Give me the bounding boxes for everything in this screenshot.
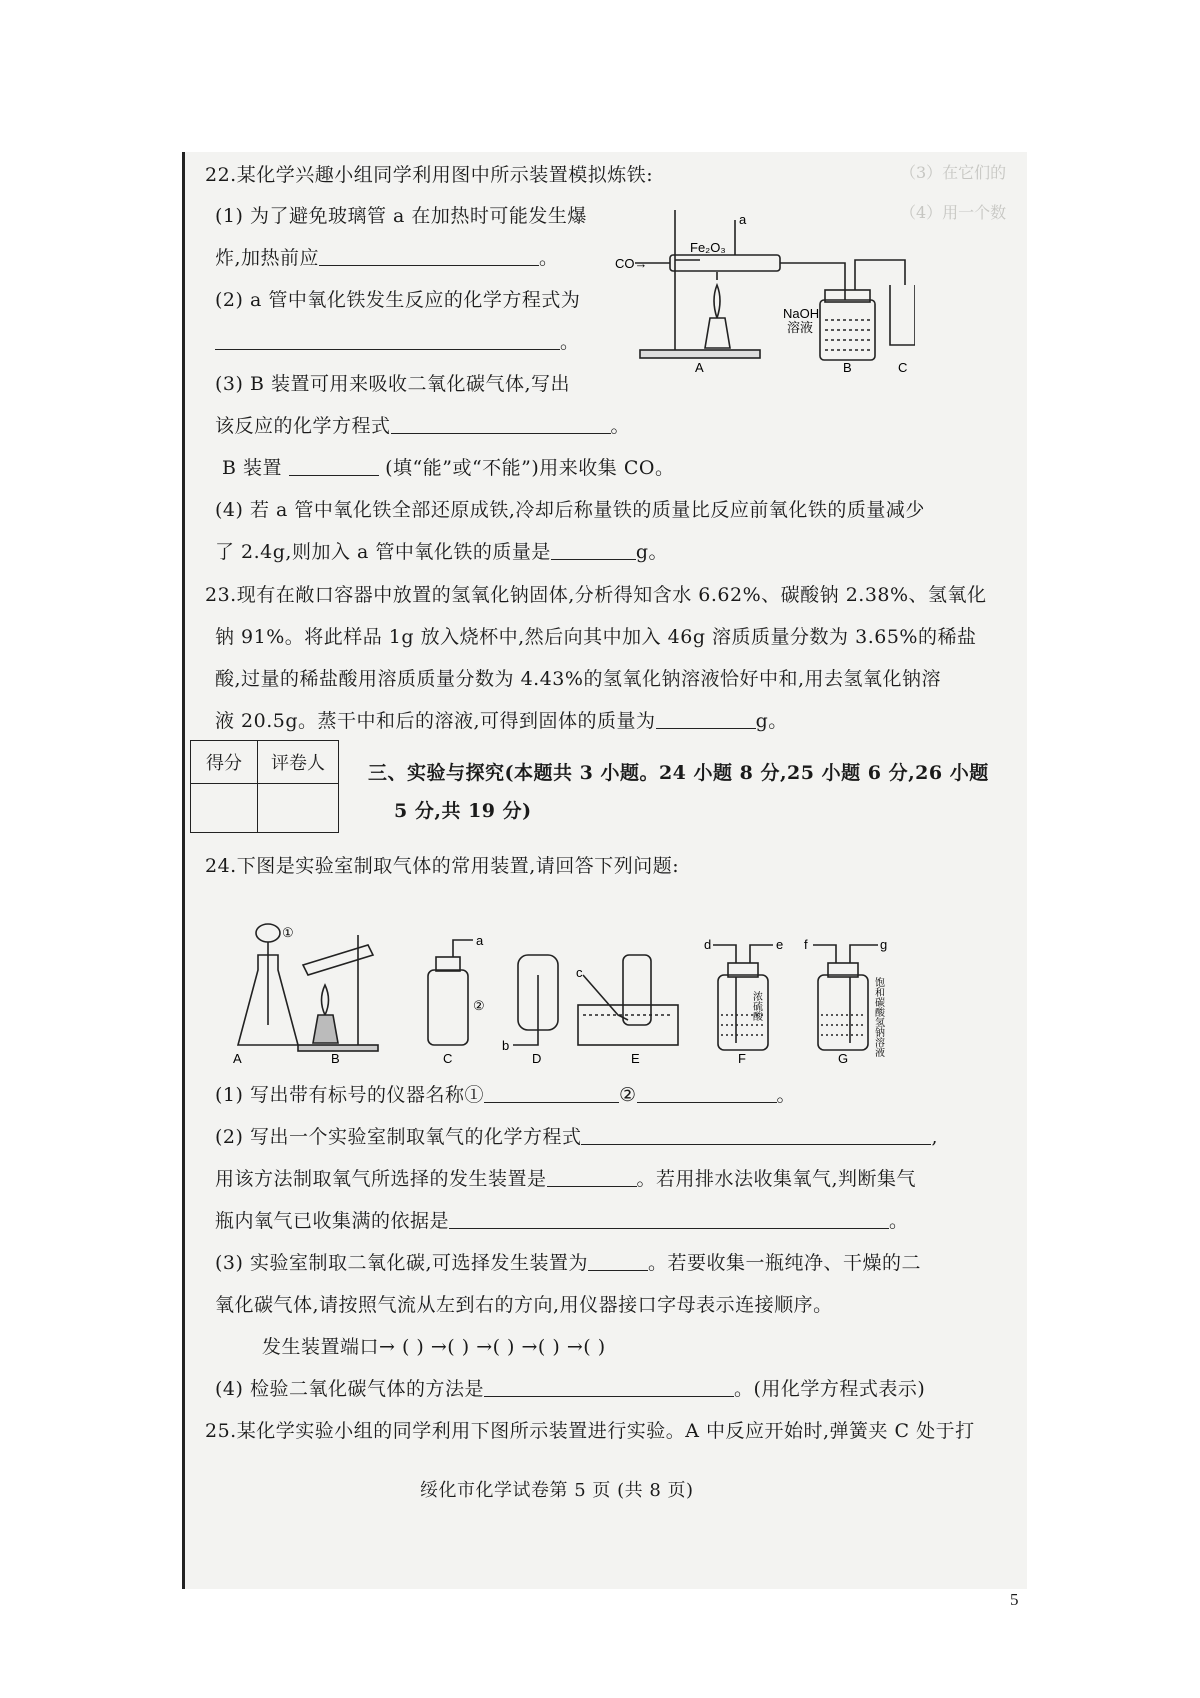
q22-part4-line2: 了 2.4g,则加入 a 管中氧化铁的质量是 g。 — [215, 541, 669, 563]
marker-2: ② — [473, 998, 485, 1013]
fig-label-d: D — [532, 1051, 542, 1065]
q24-part2-line3: 瓶内氧气已收集满的依据是 。 — [215, 1210, 909, 1232]
q22-apparatus-figure — [615, 200, 915, 375]
q24-part2-line2: 用该方法制取氧气所选择的发生装置是 。若用排水法收集氧气,判断集气 — [215, 1168, 917, 1190]
q24-part1: (1) 写出带有标号的仪器名称① ② 。 — [215, 1084, 797, 1106]
score-cell[interactable] — [191, 784, 258, 833]
apparatus-c-label: C — [898, 360, 908, 375]
answer-blank[interactable] — [551, 541, 636, 560]
q23-line4: 液 20.5g。蒸干中和后的溶液,可得到固体的质量为 g。 — [215, 710, 788, 732]
answer-blank[interactable] — [215, 331, 560, 350]
port-d-label: d — [704, 937, 712, 952]
co-inlet-label: CO→ — [615, 256, 648, 271]
port-g-label: g — [880, 937, 888, 952]
q24-part2-line1: (2) 写出一个实验室制取氧气的化学方程式 , — [215, 1126, 939, 1148]
q24-part4: (4) 检验二氧化碳气体的方法是 。(用化学方程式表示) — [215, 1378, 926, 1400]
fe2o3-label: Fe₂O₃ — [690, 240, 726, 255]
answer-blank[interactable] — [319, 247, 539, 266]
page-number: 5 — [1010, 1590, 1019, 1609]
q23-line1: 23.现有在敞口容器中放置的氢氧化钠固体,分析得知含水 6.62%、碳酸钠 2.38%、氢氧化 — [205, 584, 987, 606]
q22-part3-line1: (3) B 装置可用来吸收二氧化碳气体,写出 — [215, 373, 570, 395]
f-liquid-label: 浓硫酸 — [750, 991, 762, 1021]
q24-part3-line1: (3) 实验室制取二氧化碳,可选择发生装置为 。若要收集一瓶纯净、干燥的二 — [215, 1252, 922, 1274]
fig-label-e: E — [631, 1051, 640, 1065]
grader-header: 评卷人 — [258, 741, 339, 784]
q22-part1-line2: 炸,加热前应 。 — [215, 247, 559, 269]
q24-apparatus-figure — [218, 915, 948, 1065]
bleed-through-text: （3）在它们的 — [900, 163, 1007, 182]
port-f-label: f — [804, 937, 808, 952]
answer-blank[interactable] — [449, 1210, 889, 1229]
answer-blank[interactable] — [581, 1126, 931, 1145]
q22-stem: 22.某化学兴趣小组同学利用图中所示装置模拟炼铁: — [205, 164, 654, 186]
naoh-label-line2: 溶液 — [787, 320, 814, 335]
port-a-label: a — [476, 933, 484, 948]
grader-cell[interactable] — [258, 784, 339, 833]
fig-label-f: F — [738, 1051, 746, 1065]
naoh-label-line1: NaOH — [783, 306, 820, 321]
answer-blank[interactable] — [484, 1378, 734, 1397]
fig-label-c: C — [443, 1051, 453, 1065]
q22-part3-line2: 该反应的化学方程式 。 — [215, 415, 631, 437]
q24-part3-connection-order: 发生装置端口→ ( ) →( ) →( ) →( ) →( ) — [262, 1336, 606, 1358]
q22-part2-line2: 。 — [215, 329, 580, 355]
section3-heading-line2: 5 分,共 19 分) — [394, 800, 532, 822]
apparatus-b-label: B — [843, 360, 852, 375]
port-b-label: b — [502, 1038, 510, 1053]
port-e-label: e — [776, 937, 784, 952]
q22-part1-line1: (1) 为了避免玻璃管 a 在加热时可能发生爆 — [215, 205, 587, 227]
q22-part3-line3: B 装置 (填“能”或“不能”)用来收集 CO。 — [222, 457, 675, 479]
q24-stem: 24.下图是实验室制取气体的常用装置,请回答下列问题: — [205, 855, 680, 877]
binding-rule — [182, 152, 185, 1589]
section3-heading-line1: 三、实验与探究(本题共 3 小题。24 小题 8 分,25 小题 6 分,26 小题 — [368, 762, 989, 784]
answer-blank[interactable] — [484, 1084, 619, 1103]
bleed-through-text: （4）用一个数 — [900, 203, 1007, 222]
q22-part2-line1: (2) a 管中氧化铁发生反应的化学方程式为 — [215, 289, 581, 311]
q22-part4-line1: (4) 若 a 管中氧化铁全部还原成铁,冷却后称量铁的质量比反应前氧化铁的质量减少 — [215, 499, 925, 521]
tube-a-label: a — [739, 212, 747, 227]
q24-part3-line2: 氧化碳气体,请按照气流从左到右的方向,用仪器接口字母表示连接顺序。 — [215, 1294, 833, 1316]
q25-line1: 25.某化学实验小组的同学利用下图所示装置进行实验。A 中反应开始时,弹簧夹 C 处于打 — [205, 1420, 975, 1442]
fig-label-b: B — [331, 1051, 340, 1065]
port-c-label: c — [576, 965, 583, 980]
score-header: 得分 — [191, 741, 258, 784]
answer-blank[interactable] — [391, 415, 611, 434]
page-footer: 绥化市化学试卷第 5 页 (共 8 页) — [420, 1480, 694, 1501]
fig-label-g: G — [838, 1051, 849, 1065]
q23-line2: 钠 91%。将此样品 1g 放入烧杯中,然后向其中加入 46g 溶质质量分数为 3.65%的稀盐 — [215, 626, 977, 648]
fig-label-a: A — [233, 1051, 242, 1065]
score-table — [190, 740, 339, 833]
answer-blank[interactable] — [289, 457, 379, 476]
marker-1: ① — [282, 925, 294, 940]
apparatus-a-label: A — [695, 360, 704, 375]
answer-blank[interactable] — [588, 1252, 648, 1271]
answer-blank[interactable] — [637, 1084, 777, 1103]
answer-blank[interactable] — [547, 1168, 637, 1187]
q23-line3: 酸,过量的稀盐酸用溶质质量分数为 4.43%的氢氧化钠溶液恰好中和,用去氢氧化钠溶 — [215, 668, 941, 690]
g-liquid-label: 饱和碳酸氢钠溶液 — [872, 977, 884, 1057]
answer-blank[interactable] — [656, 710, 756, 729]
